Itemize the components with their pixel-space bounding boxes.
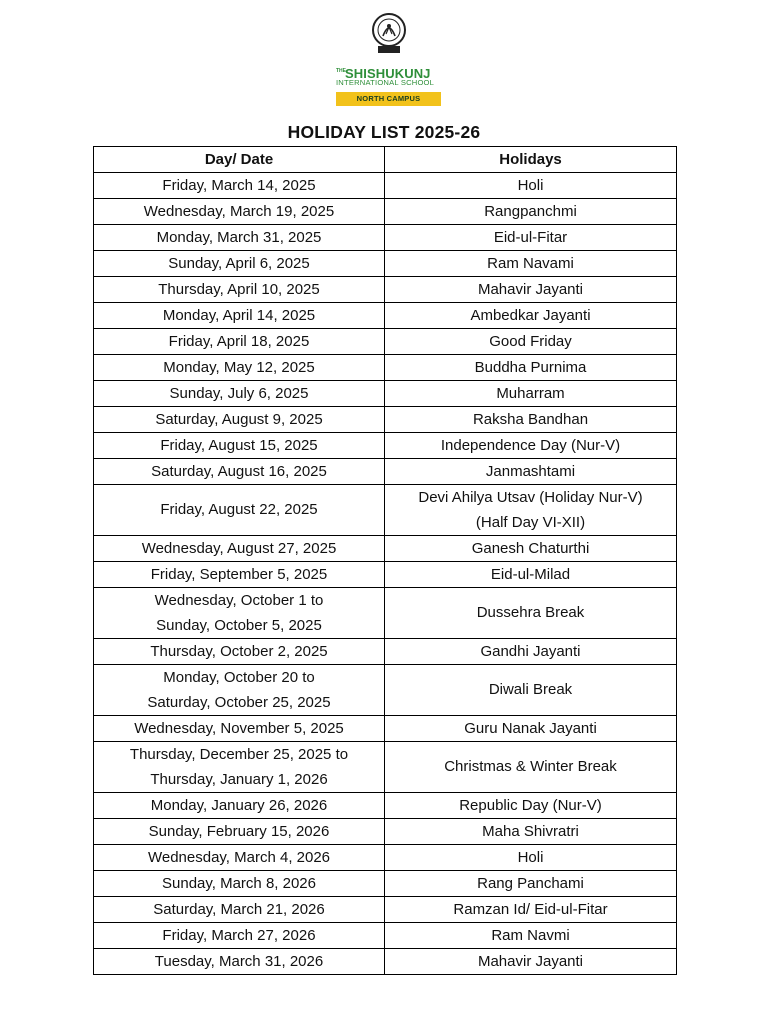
- date-cell: [94, 922, 385, 948]
- date-cell-text: Saturday, March 21, 2026: [153, 900, 325, 918]
- holiday-cell-text: Rang Panchami: [477, 874, 584, 892]
- date-cell-text: Sunday, February 15, 2026: [148, 822, 330, 840]
- date-cell-text: Friday, September 5, 2025: [150, 565, 328, 583]
- table-row: [94, 561, 677, 587]
- holiday-cell-text: Maha Shivratri: [482, 822, 579, 840]
- date-cell: [94, 432, 385, 458]
- date-cell: [94, 715, 385, 741]
- holiday-cell: [385, 870, 677, 896]
- date-cell: [94, 870, 385, 896]
- table-row: [94, 844, 677, 870]
- date-cell: [94, 948, 385, 974]
- date-cell: [94, 198, 385, 224]
- date-cell-text: Tuesday, March 31, 2026: [154, 952, 324, 970]
- table-row: [94, 432, 677, 458]
- holiday-cell: [385, 458, 677, 484]
- date-cell-text: Wednesday, August 27, 2025: [141, 539, 337, 557]
- date-cell: [94, 354, 385, 380]
- table-row: [94, 328, 677, 354]
- holiday-table: [93, 146, 677, 975]
- date-cell-text: Wednesday, November 5, 2025: [134, 719, 344, 737]
- date-cell-text: Monday, March 31, 2025: [156, 228, 322, 246]
- table-row: [94, 587, 677, 638]
- date-cell-text: Friday, April 18, 2025: [168, 332, 310, 350]
- holiday-cell-text: Rangpanchmi: [484, 202, 577, 220]
- date-cell-text: Saturday, August 16, 2025: [151, 462, 327, 480]
- date-cell: [94, 535, 385, 561]
- date-cell-text: Friday, August 15, 2025: [160, 436, 318, 454]
- table-row: [94, 198, 677, 224]
- column-header-date: Day/ Date: [94, 147, 385, 173]
- holiday-cell: [385, 224, 677, 250]
- holiday-cell-text: Independence Day (Nur-V): [440, 436, 621, 454]
- school-type: INTERNATIONAL SCHOOL: [336, 78, 435, 87]
- holiday-cell: [385, 664, 677, 715]
- table-row: [94, 484, 677, 535]
- date-cell: [94, 458, 385, 484]
- date-cell: [94, 587, 385, 638]
- holiday-cell-text: Ram Navami: [487, 254, 574, 272]
- holiday-cell-text: Eid-ul-Fitar: [493, 228, 568, 246]
- date-cell: [94, 172, 385, 198]
- date-cell: [94, 302, 385, 328]
- table-row: [94, 535, 677, 561]
- table-row: [94, 406, 677, 432]
- holiday-cell: [385, 250, 677, 276]
- table-row: [94, 638, 677, 664]
- date-cell-text: Monday, April 14, 2025: [162, 306, 316, 324]
- holiday-cell: [385, 896, 677, 922]
- date-cell-text: Saturday, October 25, 2025: [147, 693, 331, 711]
- table-row: [94, 870, 677, 896]
- holiday-cell-text: (Half Day VI-XII): [475, 513, 586, 531]
- brand-prefix: THE: [336, 68, 346, 74]
- holiday-cell-text: Gandhi Jayanti: [480, 642, 581, 660]
- holiday-cell: [385, 818, 677, 844]
- holiday-cell: [385, 406, 677, 432]
- date-cell-text: Sunday, October 5, 2025: [156, 616, 322, 634]
- date-cell: [94, 844, 385, 870]
- holiday-cell-text: Ganesh Chaturthi: [471, 539, 590, 557]
- holiday-cell: [385, 792, 677, 818]
- table-row: [94, 354, 677, 380]
- date-cell-text: Wednesday, March 4, 2026: [147, 848, 331, 866]
- table-row: [94, 922, 677, 948]
- date-cell: [94, 484, 385, 535]
- campus-band: NORTH CAMPUS: [336, 92, 441, 106]
- date-cell: [94, 818, 385, 844]
- holiday-cell: [385, 638, 677, 664]
- page-title: HOLIDAY LIST 2025-26: [287, 122, 481, 142]
- holiday-cell: [385, 302, 677, 328]
- holiday-cell-text: Dussehra Break: [476, 604, 585, 621]
- date-cell: [94, 406, 385, 432]
- table-row: [94, 741, 677, 792]
- date-cell: [94, 664, 385, 715]
- date-cell-text: Monday, May 12, 2025: [163, 358, 315, 376]
- date-cell: [94, 276, 385, 302]
- holiday-cell: [385, 561, 677, 587]
- holiday-cell-text: Janmashtami: [485, 462, 576, 480]
- table-row: [94, 380, 677, 406]
- holiday-cell: [385, 276, 677, 302]
- brand-name: SHISHUKUNJ: [345, 66, 431, 81]
- column-header-holiday: Holidays: [385, 147, 677, 173]
- date-cell: [94, 741, 385, 792]
- date-cell-text: Thursday, April 10, 2025: [158, 280, 320, 298]
- date-cell: [94, 250, 385, 276]
- holiday-cell-text: Mahavir Jayanti: [477, 952, 584, 970]
- table-row: [94, 302, 677, 328]
- holiday-cell-text: Ramzan Id/ Eid-ul-Fitar: [453, 900, 608, 918]
- holiday-cell: [385, 354, 677, 380]
- date-cell-text: Monday, January 26, 2026: [150, 796, 328, 814]
- date-cell-text: Wednesday, March 19, 2025: [143, 202, 335, 220]
- table-header-row: [94, 147, 677, 173]
- holiday-cell-text: Guru Nanak Jayanti: [464, 719, 597, 737]
- date-cell-text: Monday, October 20 to: [163, 668, 315, 686]
- date-cell-text: Thursday, October 2, 2025: [150, 642, 328, 660]
- holiday-cell: [385, 328, 677, 354]
- holiday-cell: [385, 432, 677, 458]
- holiday-cell-text: Holi: [517, 176, 544, 194]
- table-row: [94, 276, 677, 302]
- date-cell-text: Friday, March 14, 2025: [162, 176, 316, 194]
- holiday-cell-text: Ram Navmi: [491, 926, 570, 944]
- holiday-cell-text: Christmas & Winter Break: [444, 758, 617, 775]
- date-cell: [94, 380, 385, 406]
- holiday-cell-text: Diwali Break: [488, 681, 573, 698]
- holiday-cell-text: Ambedkar Jayanti: [470, 306, 591, 324]
- date-cell: [94, 896, 385, 922]
- school-logo: [334, 12, 444, 106]
- date-cell-text: Friday, August 22, 2025: [160, 501, 318, 518]
- holiday-cell-text: Good Friday: [489, 332, 572, 350]
- holiday-cell: [385, 380, 677, 406]
- date-cell: [94, 561, 385, 587]
- table-row: [94, 896, 677, 922]
- holiday-cell: [385, 715, 677, 741]
- holiday-cell-text: Muharram: [496, 384, 565, 402]
- date-cell: [94, 328, 385, 354]
- date-cell-text: Wednesday, October 1 to: [154, 591, 324, 609]
- date-cell: [94, 792, 385, 818]
- holiday-cell: [385, 198, 677, 224]
- date-cell-text: Sunday, July 6, 2025: [169, 384, 309, 402]
- holiday-cell: [385, 741, 677, 792]
- table-row: [94, 818, 677, 844]
- holiday-cell: [385, 484, 677, 535]
- table-row: [94, 250, 677, 276]
- holiday-cell-text: Mahavir Jayanti: [477, 280, 584, 298]
- date-cell-text: Saturday, August 9, 2025: [155, 410, 323, 428]
- holiday-cell: [385, 535, 677, 561]
- holiday-cell-text: Buddha Purnima: [474, 358, 587, 376]
- holiday-cell: [385, 948, 677, 974]
- holiday-cell-text: Raksha Bandhan: [472, 410, 589, 428]
- holiday-cell: [385, 922, 677, 948]
- table-row: [94, 948, 677, 974]
- holiday-cell-text: Republic Day (Nur-V): [459, 796, 602, 814]
- holiday-cell: [385, 844, 677, 870]
- table-row: [94, 224, 677, 250]
- table-row: [94, 715, 677, 741]
- holiday-cell: [385, 172, 677, 198]
- table-row: [94, 172, 677, 198]
- date-cell: [94, 638, 385, 664]
- school-emblem-icon: [370, 12, 408, 58]
- date-cell: [94, 224, 385, 250]
- table-row: [94, 792, 677, 818]
- date-cell-text: Thursday, December 25, 2025 to: [129, 745, 349, 763]
- table-row: [94, 458, 677, 484]
- date-cell-text: Sunday, March 8, 2026: [162, 874, 316, 892]
- date-cell-text: Sunday, April 6, 2025: [168, 254, 310, 272]
- date-cell-text: Thursday, January 1, 2026: [150, 770, 328, 788]
- holiday-cell-text: Eid-ul-Milad: [490, 565, 571, 583]
- date-cell-text: Friday, March 27, 2026: [162, 926, 316, 944]
- holiday-cell-text: Devi Ahilya Utsav (Holiday Nur-V): [418, 488, 643, 506]
- table-row: [94, 664, 677, 715]
- holiday-cell: [385, 587, 677, 638]
- holiday-cell-text: Holi: [517, 848, 544, 866]
